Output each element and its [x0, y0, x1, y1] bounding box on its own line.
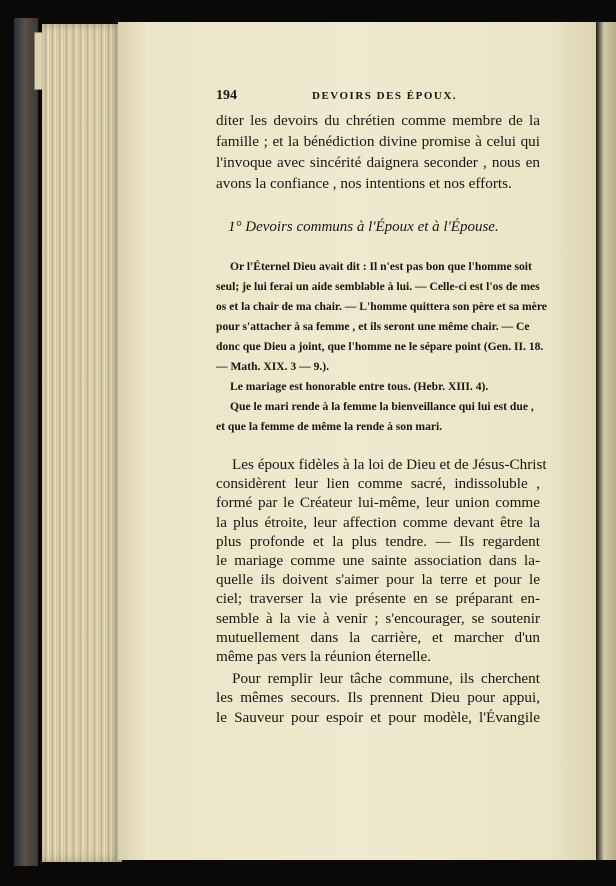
quotation-line: pour s'attacher à sa femme , et ils seront une même chair. — Ce [216, 320, 530, 333]
page-number: 194 [216, 88, 237, 103]
text-line: semble à la vie à venir ; s'encourager, se soutenir [216, 609, 540, 627]
section-title: 1° Devoirs communs à l'Époux et à l'Épouse. [228, 219, 499, 235]
quotation-line: os et la chair de ma chair. — L'homme quittera son père et sa mère [216, 300, 547, 313]
page-content [216, 88, 547, 727]
text-line: la plus étroite, leur affection comme devant être la [216, 513, 540, 531]
text-line: Pour remplir leur tâche commune, ils cherchent [232, 670, 540, 688]
page-header [216, 88, 540, 110]
quotation-line: seul; je lui ferai un aide semblable à lui. — Celle-ci est l'os de mes [216, 280, 540, 293]
book-cover-edge [14, 18, 38, 866]
page-stack-edges [42, 24, 122, 862]
quotation-line: Or l'Éternel Dieu avait dit : Il n'est pas bon que l'homme soit [230, 260, 532, 273]
text-line: formé par le Créateur lui-même, leur union comme [216, 494, 540, 512]
text-line: les mêmes secours. Ils prennent Dieu pour appui, [216, 689, 540, 707]
quotation-line: Que le mari rende à la femme la bienveillance qui lui est due , [230, 400, 534, 413]
text-line: famille ; et la bénédiction divine promise à celui qui [216, 133, 540, 150]
intro-paragraph [216, 110, 540, 194]
text-line: plus profonde et la plus tendre. — Ils regardent [216, 532, 540, 550]
text-line: quelle ils doivent s'aimer pour la terre et pour le [216, 571, 540, 589]
quotation-line: donc que Dieu a joint, que l'homme ne le sépare point (Gen. II. 18. [216, 340, 544, 353]
text-line: le mariage comme une sainte association dans la- [216, 552, 540, 570]
facing-page-edge [596, 22, 616, 860]
scripture-quotations [216, 257, 547, 437]
text-line: l'invoque avec sincérité daignera seconder , nous en [216, 154, 540, 171]
text-line: ciel; traverser la vie présente en se préparant en- [216, 590, 540, 608]
text-line: considèrent leur lien comme sacré, indissoluble , [216, 475, 540, 493]
paragraph-2 [216, 669, 540, 727]
quotation-line: Le mariage est honorable entre tous. (Hebr. XIII. 4). [230, 380, 489, 393]
text-line: le Sauveur pour espoir et pour modèle, l'Évangile [216, 708, 540, 726]
text-line: même pas vers la réunion éternelle. [216, 648, 432, 666]
text-line: diter les devoirs du chrétien comme membre de la [216, 112, 540, 129]
text-line: avons la confiance , nos intentions et nos efforts. [216, 175, 512, 192]
quotation-line: et que la femme de même la rende à son mari. [216, 420, 443, 433]
text-line: Les époux fidèles à la loi de Dieu et de Jésus-Christ [232, 456, 547, 473]
running-header: DEVOIRS DES ÉPOUX. [312, 90, 458, 102]
quotation-line: — Math. XIX. 3 — 9.). [216, 360, 330, 373]
paragraph-1 [216, 455, 547, 666]
text-line: mutuellement dans la carrière, et marcher d'un [216, 628, 540, 646]
